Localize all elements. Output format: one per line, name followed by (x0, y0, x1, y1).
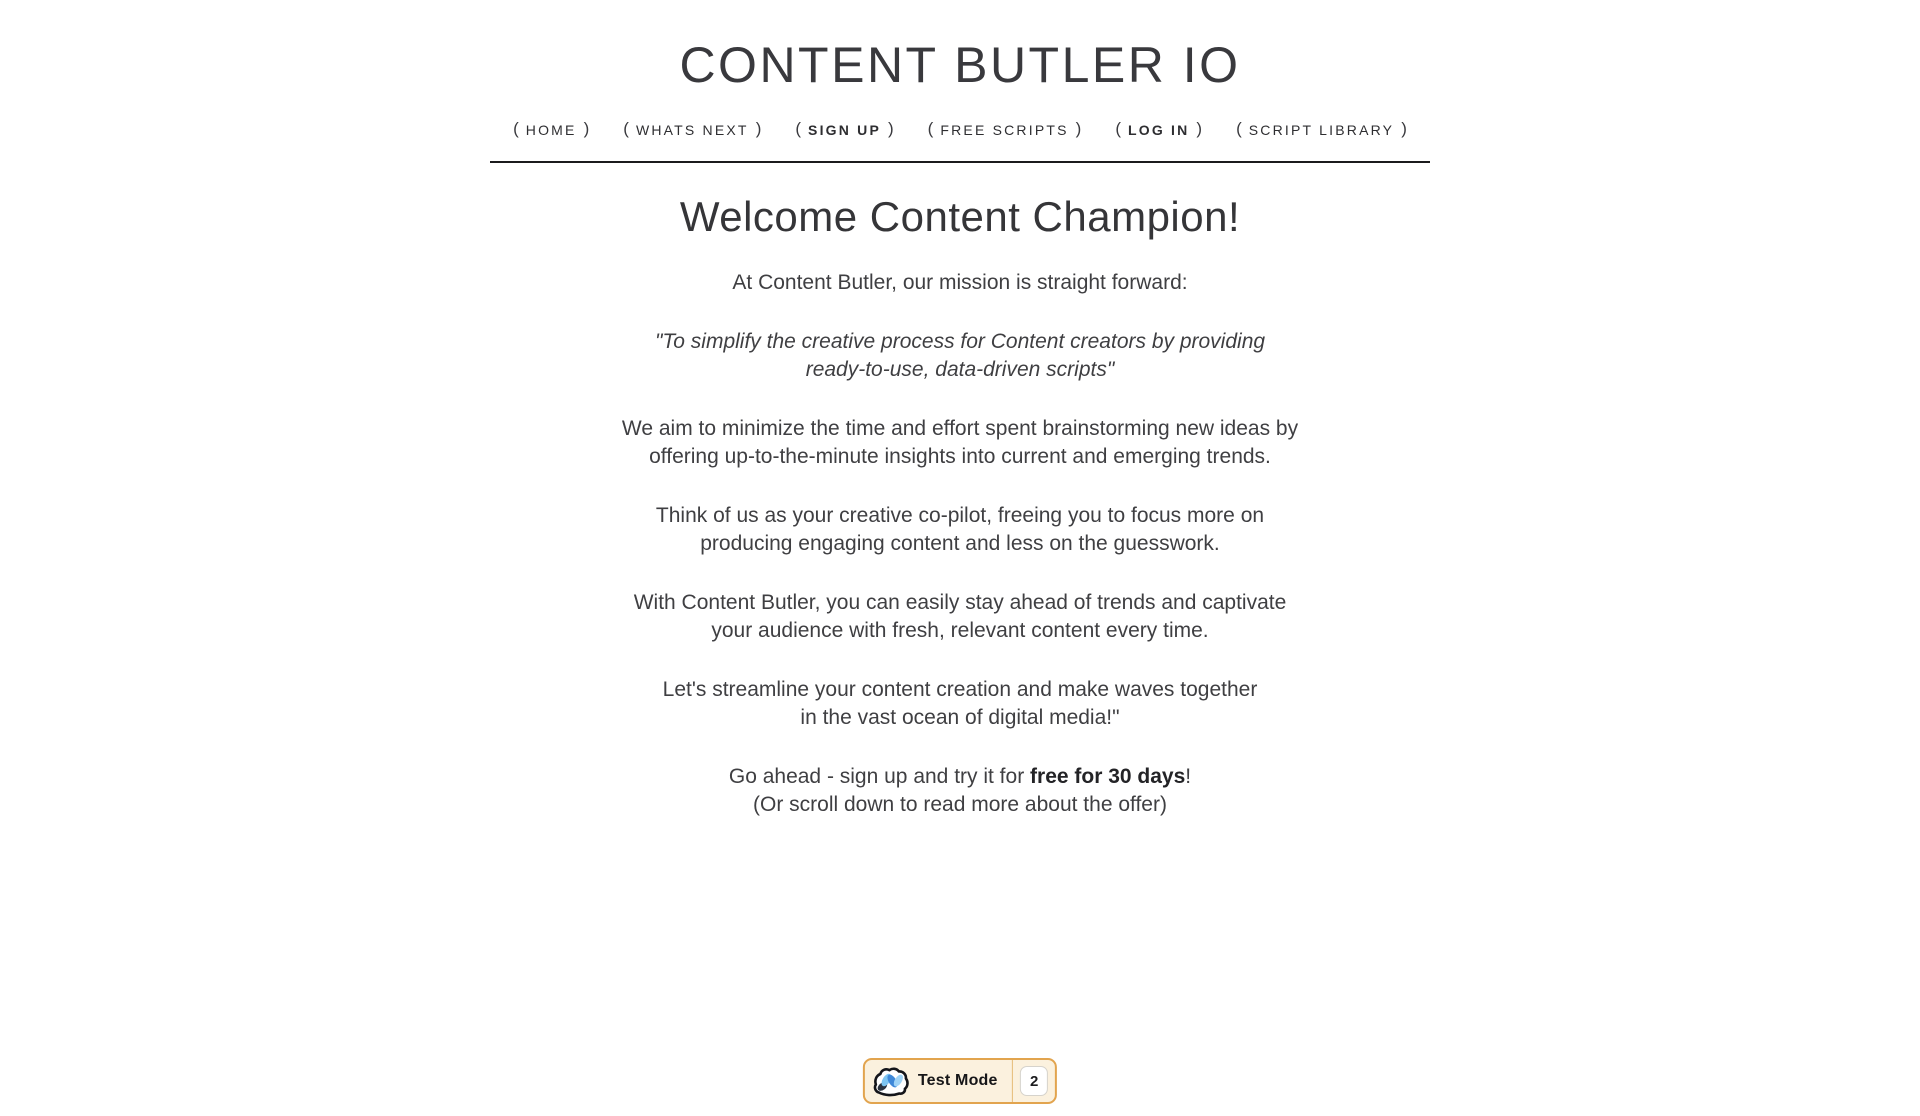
streamline-paragraph (490, 676, 1430, 732)
test-mode-label: Test Mode (917, 1072, 998, 1089)
paren-close: ) (1401, 119, 1407, 138)
paren-close: ) (1196, 119, 1203, 138)
aim-line-1: We aim to minimize the time and effort spent brainstorming new ideas by (621, 417, 1299, 440)
badge-count: 2 (1020, 1066, 1048, 1096)
mission-quote (490, 328, 1430, 384)
trends-line-2: your audience with fresh, relevant content every time. (711, 619, 1209, 642)
app-logo-icon (872, 1066, 910, 1097)
mission-text (490, 269, 1430, 819)
nav-link-whats-next-label: WHATS NEXT (635, 122, 749, 138)
nav-link-free-scripts-label: FREE SCRIPTS (940, 122, 1069, 138)
copilot-paragraph (490, 502, 1430, 558)
paren-close: ) (755, 119, 762, 138)
aim-line-2: offering up-to-the-minute insights into current and emerging trends. (649, 445, 1271, 468)
intro-line: At Content Butler, our mission is straight forward: (732, 271, 1188, 294)
paren-open: ( (1236, 119, 1242, 138)
trends-line-1: With Content Butler, you can easily stay ahead of trends and captivate (633, 591, 1287, 614)
nav-link-whats-next[interactable] (623, 120, 761, 140)
nav-link-sign-up-label: SIGN UP (808, 122, 881, 138)
cta-prefix: Go ahead - sign up and try it for (728, 765, 1031, 788)
nav-link-free-scripts[interactable] (928, 120, 1082, 140)
nav-link-sign-up[interactable] (795, 120, 893, 140)
nav-link-home[interactable] (513, 120, 589, 140)
nav-link-script-library-label: SCRIPT LIBRARY (1248, 122, 1395, 138)
paren-open: ( (1115, 119, 1121, 138)
cta-line-2: (Or scroll down to read more about the offer) (753, 793, 1167, 816)
cta-offer-highlight: free for 30 days (1030, 765, 1186, 788)
cta-line-1 (490, 763, 1430, 791)
paren-open: ( (795, 119, 802, 138)
paren-close: ) (583, 119, 590, 138)
paren-close: ) (888, 119, 894, 138)
main-content (490, 193, 1430, 819)
quote-line-2: ready-to-use, data-driven scripts" (805, 358, 1115, 381)
paren-open: ( (623, 119, 629, 138)
intro-paragraph (490, 269, 1430, 297)
cta-suffix: ! (1185, 765, 1192, 788)
test-mode-section[interactable] (865, 1060, 1012, 1102)
nav-link-log-in[interactable] (1115, 120, 1202, 140)
site-header (490, 36, 1430, 163)
paren-open: ( (927, 119, 934, 138)
copilot-line-1: Think of us as your creative co-pilot, freeing you to focus more on (655, 504, 1265, 527)
streamline-line-2: in the vast ocean of digital media!" (800, 706, 1120, 729)
paren-close: ) (1075, 119, 1082, 138)
streamline-line-1: Let's streamline your content creation and make waves together (662, 678, 1258, 701)
nav-link-script-library[interactable] (1236, 120, 1407, 140)
page-title: Welcome Content Champion! (679, 193, 1241, 240)
paren-open: ( (513, 119, 519, 138)
test-mode-badge[interactable] (863, 1058, 1057, 1104)
main-nav (490, 120, 1430, 140)
copilot-line-2: producing engaging content and less on the guesswork. (700, 532, 1220, 555)
nav-link-home-label: HOME (525, 122, 577, 138)
trends-paragraph (490, 589, 1430, 645)
header-divider (490, 161, 1430, 163)
nav-link-log-in-label: LOG IN (1128, 122, 1190, 138)
aim-paragraph (490, 415, 1430, 471)
badge-count-section[interactable] (1013, 1060, 1055, 1102)
cta-paragraph (490, 763, 1430, 819)
site-title: CONTENT BUTLER IO (679, 37, 1241, 93)
quote-line-1: "To simplify the creative process for Content creators by providing (654, 330, 1266, 353)
page-container (490, 36, 1430, 819)
